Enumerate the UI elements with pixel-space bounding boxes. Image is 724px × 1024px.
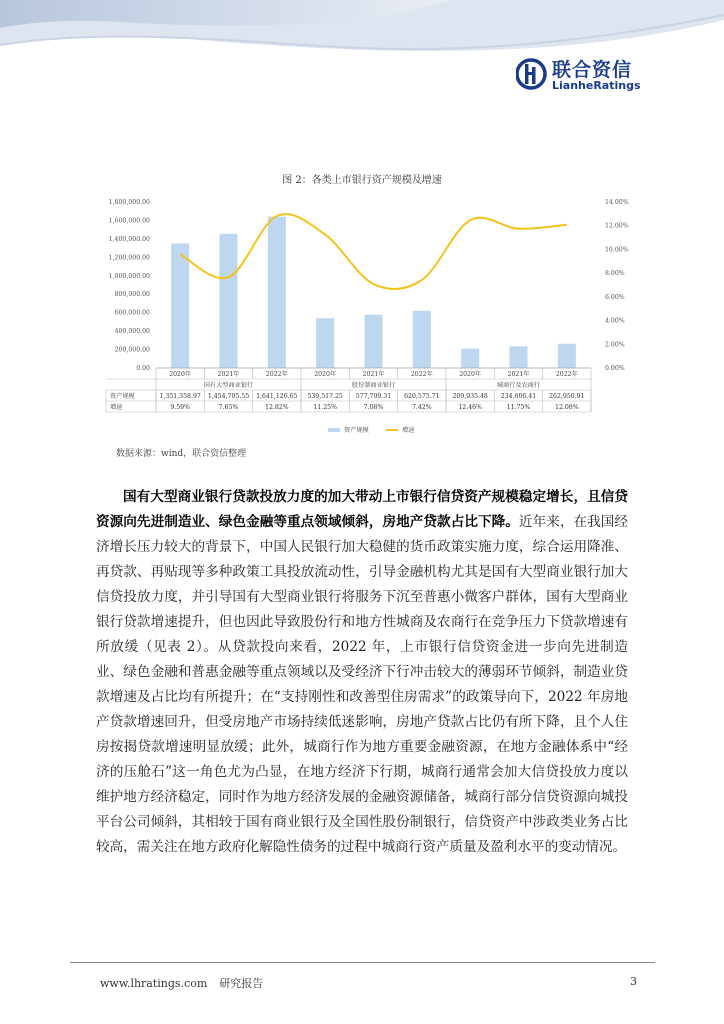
data-label-growth-rate: 12.46% [458, 404, 482, 411]
legend-swatch-asset-scale [328, 428, 340, 432]
data-label-asset-scale: 1,641,126.65 [256, 393, 298, 400]
body-paragraph [96, 485, 628, 860]
y-right-tick-label: 10.00% [605, 246, 629, 254]
data-label-asset-scale: 539,517.25 [307, 393, 343, 400]
y-left-tick-label: 400,000.00 [114, 328, 150, 336]
company-logo [516, 55, 646, 95]
header-band [0, 0, 724, 115]
x-category-label: 2020年 [314, 371, 337, 378]
y-left-tick-label: 0.00 [136, 365, 150, 372]
footer-page-number: 3 [630, 975, 637, 988]
bar-asset-scale [268, 217, 286, 368]
asset-growth-chart [96, 188, 656, 448]
data-label-growth-rate: 7.08% [363, 404, 384, 411]
table-row-label: 增速 [110, 404, 123, 411]
y-left-tick-label: 1,200,000.00 [108, 254, 150, 262]
logo-english-text: LianheRatings [552, 79, 641, 92]
data-label-growth-rate: 12.08% [555, 404, 579, 411]
x-category-label: 2021年 [507, 371, 530, 378]
y-left-tick-label: 800,000.00 [114, 291, 150, 299]
body-bold-lead: 国有大型商业银行贷款投放力度的加大带动上市银行信贷资产规模稳定增长，且信贷资源向先进制造业、绿色金融等重点领域倾斜，房地产贷款占比下降。 [96, 489, 628, 530]
data-label-asset-scale: 577,709.31 [355, 393, 392, 400]
data-label-growth-rate: 11.75% [506, 404, 531, 411]
figure-title: 图 2：各类上市银行资产规模及增速 [282, 175, 442, 186]
y-left-tick-label: 1,000,000.00 [108, 272, 150, 280]
body-paragraph-text: 近年来，在我国经济增长压力较大的背景下，中国人民银行加大稳健的货币政策实施力度，综合运用降准、再贷款、再贴现等多种政策工具投放流动性，引导金融机构尤其是国有大型商业银行加大信贷投放力度，并引导国有大型商业银行将服务下沉至普惠小微客户群体，国有大型商业银行贷款增速提升，但也因此导致股份行和地方性城商及农商行在竞争压力下贷款增速有所放缓（见表 2）。从贷款投向来看，2022 年，上市银行信贷资金进一步向先进制造业、绿色金融和普惠金融等重点领域以及受经济下行冲击较大的薄弱环节倾斜，制造业贷款增速及占比均有所提升；在“支持刚性和改善型住房需求”的政策导向下，2022 年房地产贷款增速回升，但受房地产市场持续低迷影响，房地产贷款占比仍有所下降，且个人住房按揭贷款增速明显放缓；此外，城商行作为地方重要金融资源，在地方金融体系中“经济的压舱石”这一角色尤为凸显，在地方经济下行期，城商行通常会加大信贷投放力度以维护地方经济稳定，同时作为地方经济发展的金融资源储备，城商行部分信贷资源向城投平台公司倾斜，其相较于国有商业银行及全国性股份制银行，信贷资产中涉政类业务占比较高，需关注在地方政府化解隐性债务的过程中城商行资产质量及盈利水平的变动情况。 [96, 514, 629, 855]
x-category-label: 2022年 [410, 371, 433, 378]
y-left-tick-label: 1,400,000.00 [108, 235, 150, 243]
data-label-growth-rate: 7.65% [218, 404, 239, 411]
y-right-tick-label: 12.00% [605, 222, 629, 230]
y-right-tick-label: 6.00% [605, 293, 625, 301]
table-row-label: 资产规模 [110, 393, 135, 400]
bar-asset-scale [558, 344, 576, 368]
bar-asset-scale [316, 318, 334, 368]
footer-divider [70, 962, 655, 963]
legend-label-asset-scale: 资产规模 [344, 427, 369, 434]
data-label-asset-scale: 209,935.48 [452, 393, 488, 400]
data-label-asset-scale: 262,950.91 [549, 393, 585, 400]
data-label-growth-rate: 7.42% [412, 404, 432, 411]
bar-asset-scale [510, 346, 528, 368]
x-category-label: 2021年 [217, 371, 240, 378]
bar-asset-scale [171, 243, 189, 368]
data-label-growth-rate: 11.25% [313, 404, 337, 411]
data-label-growth-rate: 12.82% [265, 404, 289, 411]
bar-asset-scale [365, 315, 383, 368]
x-group-label: 城商行及农商行 [496, 382, 541, 389]
x-category-label: 2022年 [265, 371, 288, 378]
logo-chinese-text: 联合资信 [552, 59, 633, 81]
y-left-tick-label: 1,800,000.00 [108, 199, 150, 206]
bar-asset-scale [461, 349, 479, 368]
y-right-tick-label: 14.00% [605, 199, 629, 206]
y-left-tick-label: 200,000.00 [114, 346, 150, 354]
x-category-label: 2020年 [459, 371, 482, 378]
y-left-tick-label: 1,600,000.00 [108, 217, 150, 225]
x-group-label: 国有大型商业银行 [203, 382, 254, 389]
footer-site-link[interactable]: www.lhratings.com [100, 977, 208, 990]
y-right-tick-label: 0.00% [605, 365, 625, 372]
x-category-label: 2021年 [362, 371, 385, 378]
bar-asset-scale [413, 311, 431, 368]
y-right-tick-label: 4.00% [605, 317, 625, 325]
y-right-tick-label: 8.00% [605, 270, 625, 278]
data-label-asset-scale: 1,351,358.97 [159, 393, 201, 400]
footer-doc-type: 研究报告 [219, 977, 264, 990]
data-label-asset-scale: 234,606.41 [500, 393, 537, 400]
x-category-label: 2020年 [169, 371, 192, 378]
footer-left [100, 975, 263, 991]
bar-asset-scale [220, 234, 238, 368]
y-left-tick-label: 600,000.00 [114, 309, 150, 317]
x-group-label: 股份制商业银行 [351, 382, 396, 389]
legend-label-growth-rate: 增速 [402, 427, 415, 434]
x-category-label: 2022年 [555, 371, 578, 378]
line-growth-rate [180, 214, 567, 289]
data-label-growth-rate: 9.59% [170, 404, 190, 411]
logo-mark-icon [516, 57, 548, 93]
data-label-asset-scale: 1,454,705.55 [207, 393, 250, 400]
data-label-asset-scale: 620,575.71 [404, 393, 440, 400]
figure-source: 数据来源：wind，联合资信整理 [116, 449, 247, 459]
y-right-tick-label: 2.00% [605, 341, 625, 349]
